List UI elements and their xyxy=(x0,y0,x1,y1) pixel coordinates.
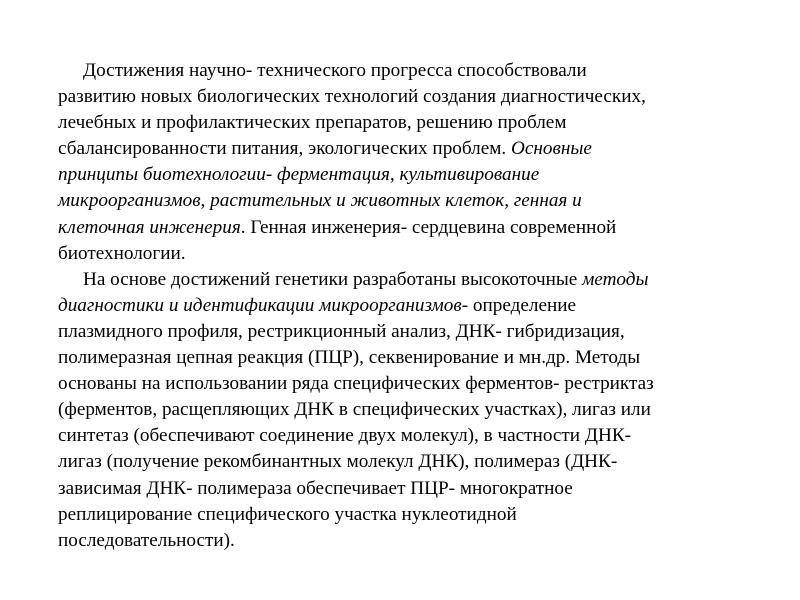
text-line xyxy=(58,84,758,110)
text-segment: . Генная инженерия- сердцевина современной xyxy=(240,216,617,238)
text-segment: биотехнологии. xyxy=(58,242,186,264)
text-block xyxy=(58,58,758,554)
text-line xyxy=(58,502,758,528)
text-line xyxy=(58,188,758,214)
italic-segment: принципы биотехнологии- ферментация, культивирование xyxy=(58,164,540,186)
paragraph-1 xyxy=(58,58,758,267)
text-segment: лигаз (получение рекомбинантных молекул ДНК), полимераз (ДНК- xyxy=(58,451,618,473)
text-line xyxy=(58,267,758,293)
text-segment: зависимая ДНК- полимераза обеспечивает ПЦР- многократное xyxy=(58,477,573,499)
text-line xyxy=(58,528,758,554)
text-line xyxy=(58,215,758,241)
text-line xyxy=(58,397,758,423)
text-segment: реплицирование специфического участка нуклеотидной xyxy=(58,503,517,525)
text-line xyxy=(58,162,758,188)
italic-segment: методы xyxy=(582,268,649,290)
paragraph-2 xyxy=(58,267,758,554)
text-line xyxy=(58,110,758,136)
text-line xyxy=(58,371,758,397)
text-segment: последовательности). xyxy=(58,529,235,551)
text-line xyxy=(58,241,758,267)
text-segment: синтетаз (обеспечивают соединение двух молекул), в частности ДНК- xyxy=(58,425,632,447)
text-segment: лечебных и профилактических препаратов, решению проблем xyxy=(58,112,567,134)
text-segment: Достижения научно- технического прогресса способствовали xyxy=(83,60,587,81)
text-line xyxy=(58,423,758,449)
text-segment: - определение xyxy=(461,294,577,316)
text-segment: основаны на использовании ряда специфических ферментов- рестриктаз xyxy=(58,373,654,395)
text-segment: полимеразная цепная реакция (ПЦР), секвенирование и мн.др. Методы xyxy=(58,347,641,369)
text-line xyxy=(58,449,758,475)
italic-segment: Основные xyxy=(511,138,592,160)
text-segment: плазмидного профиля, рестрикционный анализ, ДНК- гибридизация, xyxy=(58,320,625,342)
italic-segment: микроорганизмов, растительных и животных клеток, генная и xyxy=(58,190,582,212)
text-segment: На основе достижений генетики разработаны высокоточные xyxy=(83,268,583,290)
text-segment: сбалансированности питания, экологических проблем. xyxy=(58,138,511,160)
text-segment: развитию новых биологических технологий создания диагностических, xyxy=(58,86,646,108)
text-line xyxy=(58,476,758,502)
text-segment: (ферментов, расщепляющих ДНК в специфических участках), лигаз или xyxy=(58,399,651,421)
italic-segment: клеточная инженерия xyxy=(58,216,241,238)
text-line xyxy=(58,319,758,345)
text-line xyxy=(58,345,758,371)
text-line xyxy=(58,58,758,84)
text-line xyxy=(58,293,758,319)
italic-segment: диагностики и идентификации микроорганизмов xyxy=(58,294,462,316)
text-line xyxy=(58,136,758,162)
